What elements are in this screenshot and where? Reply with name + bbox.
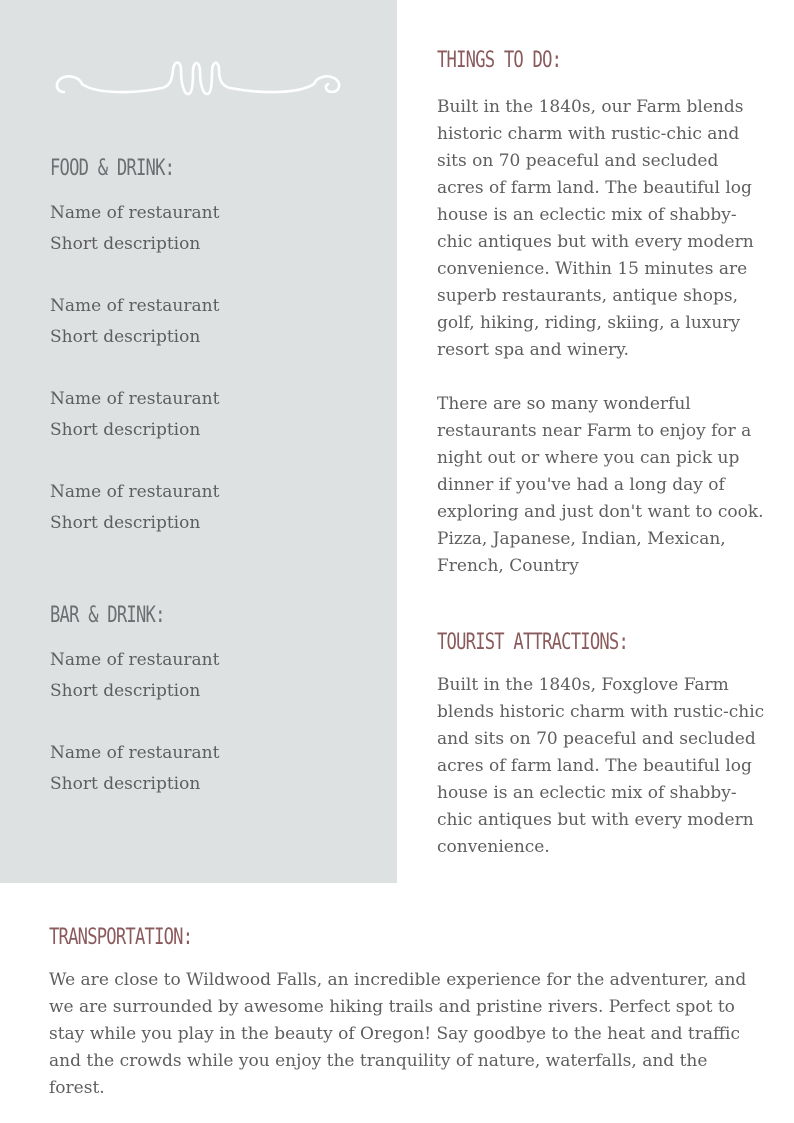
tourist-attractions-paragraph: Built in the 1840s, Foxglove Farm blends historic charm with rustic-chic and sits on 70 peaceful and secluded acres of farm land. The beautiful log house is an eclectic mix of shabby-chic antiques but with every modern convenience. (437, 675, 765, 857)
transportation-heading: TRANSPORTATION: (49, 925, 193, 950)
food-restaurant-list (50, 198, 219, 570)
restaurant-name: Name of restaurant (50, 203, 220, 223)
restaurants-paragraph: There are so many wonderful restaurants near Farm to enjoy for a night out or where you can pick up dinner if you've had a long day of exploring and just don't want to cook. Pizza, Japanese, Indian, Mexican, French, Country (437, 394, 764, 576)
restaurant-description: Short description (50, 234, 201, 254)
things-to-do-heading: THINGS TO DO: (437, 48, 562, 73)
flourish-ornament-icon (52, 56, 344, 102)
restaurant-description: Short description (50, 420, 201, 440)
restaurant-description: Short description (50, 681, 201, 701)
list-item (50, 738, 219, 800)
restaurant-description: Short description (50, 327, 201, 347)
things-to-do-paragraph: Built in the 1840s, our Farm blends historic charm with rustic-chic and sits on 70 peaceful and secluded acres of farm land. The beautiful log house is an eclectic mix of shabby-chic antiques but with every modern convenience. Within 15 minutes are superb restaurants, antique shops, golf, hiking, riding, skiing, a luxury resort spa and winery. (437, 97, 754, 360)
list-item (50, 645, 219, 707)
list-item (50, 477, 219, 539)
tourist-attractions-heading: TOURIST ATTRACTIONS: (437, 630, 629, 655)
list-item (50, 384, 219, 446)
list-item (50, 198, 219, 260)
restaurant-name: Name of restaurant (50, 743, 220, 763)
food-drink-heading: FOOD & DRINK: (50, 156, 175, 181)
restaurant-name: Name of restaurant (50, 389, 220, 409)
transportation-paragraph: We are close to Wildwood Falls, an incredible experience for the adventurer, and we are surrounded by awesome hiking trails and pristine rivers. Perfect spot to stay while you play in the beauty of Oregon! Say goodbye to the heat and traffic and the crowds while you enjoy the tranquility of nature, waterfalls, and the forest. (49, 970, 747, 1098)
bar-restaurant-list (50, 645, 219, 831)
restaurant-name: Name of restaurant (50, 296, 220, 316)
restaurant-description: Short description (50, 513, 201, 533)
list-item (50, 291, 219, 353)
restaurant-description: Short description (50, 774, 201, 794)
restaurant-name: Name of restaurant (50, 650, 220, 670)
bar-drink-heading: BAR & DRINK: (50, 603, 165, 628)
restaurant-name: Name of restaurant (50, 482, 220, 502)
